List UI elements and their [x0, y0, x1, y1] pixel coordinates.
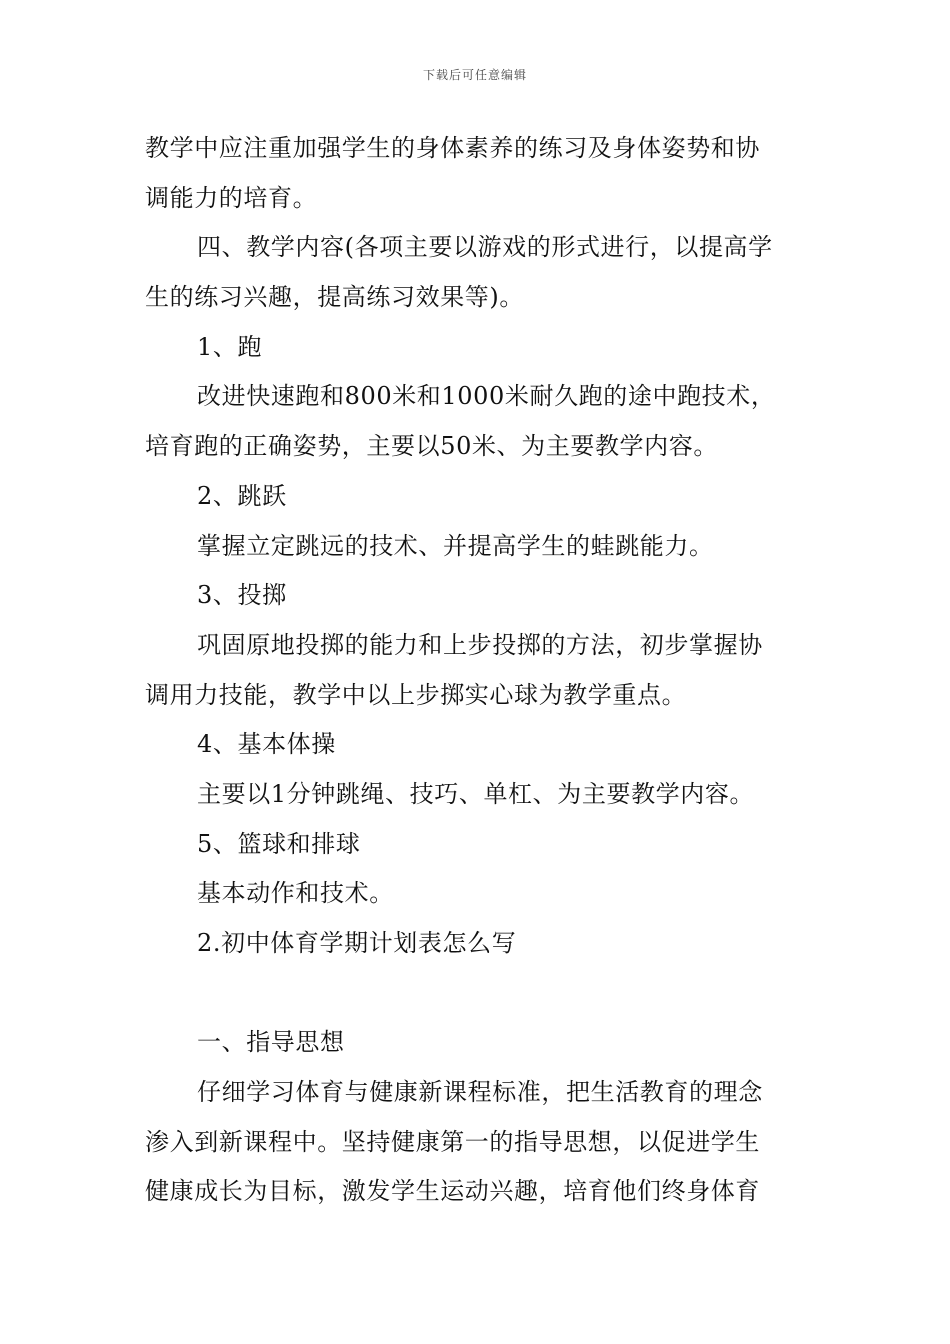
- paragraph-line: 培育跑的正确姿势，主要以50米、为主要教学内容。: [145, 432, 718, 461]
- item-heading-throwing: 3、投掷: [197, 581, 287, 610]
- paragraph-line: 调能力的培育。: [145, 183, 318, 212]
- paragraph-line: 健康成长为目标，激发学生运动兴趣，培育他们终身体育: [145, 1177, 760, 1206]
- section-title-plan: 2.初中体育学期计划表怎么写: [197, 929, 517, 957]
- paragraph-line: 调用力技能，教学中以上步掷实心球为教学重点。: [145, 680, 687, 709]
- paragraph-line: 主要以1分钟跳绳、技巧、单杠、为主要教学内容。: [197, 779, 755, 808]
- paragraph-line: 基本动作和技术。: [197, 879, 394, 908]
- item-heading-jumping: 2、跳跃: [197, 481, 287, 510]
- header-note: 下载后可任意编辑: [422, 68, 527, 82]
- paragraph-line: 巩固原地投掷的能力和上步投掷的方法，初步掌握协: [197, 630, 763, 659]
- item-heading-basketball-volleyball: 5、篮球和排球: [197, 829, 361, 858]
- paragraph-line: 掌握立定跳远的技术、并提高学生的蛙跳能力。: [197, 531, 714, 560]
- section-heading-guiding-ideology: 一、指导思想: [197, 1028, 345, 1057]
- paragraph-line: 生的练习兴趣，提高练习效果等)。: [145, 283, 524, 312]
- paragraph-line: 仔细学习体育与健康新课程标准，把生活教育的理念: [197, 1078, 763, 1107]
- paragraph-line: 渗入到新课程中。坚持健康第一的指导思想，以促进学生: [145, 1127, 760, 1156]
- item-heading-running: 1、跑: [197, 332, 263, 361]
- paragraph-line: 教学中应注重加强学生的身体素养的练习及身体姿势和协: [145, 134, 760, 162]
- paragraph-line: 改进快速跑和800米和1000米耐久跑的途中跑技术，: [197, 382, 776, 411]
- item-heading-gymnastics: 4、基本体操: [197, 730, 336, 759]
- blank-line: [145, 969, 815, 1019]
- document-body: [145, 124, 815, 1217]
- section-heading-teaching-content: 四、教学内容(各项主要以游戏的形式进行，以提高学: [197, 233, 773, 262]
